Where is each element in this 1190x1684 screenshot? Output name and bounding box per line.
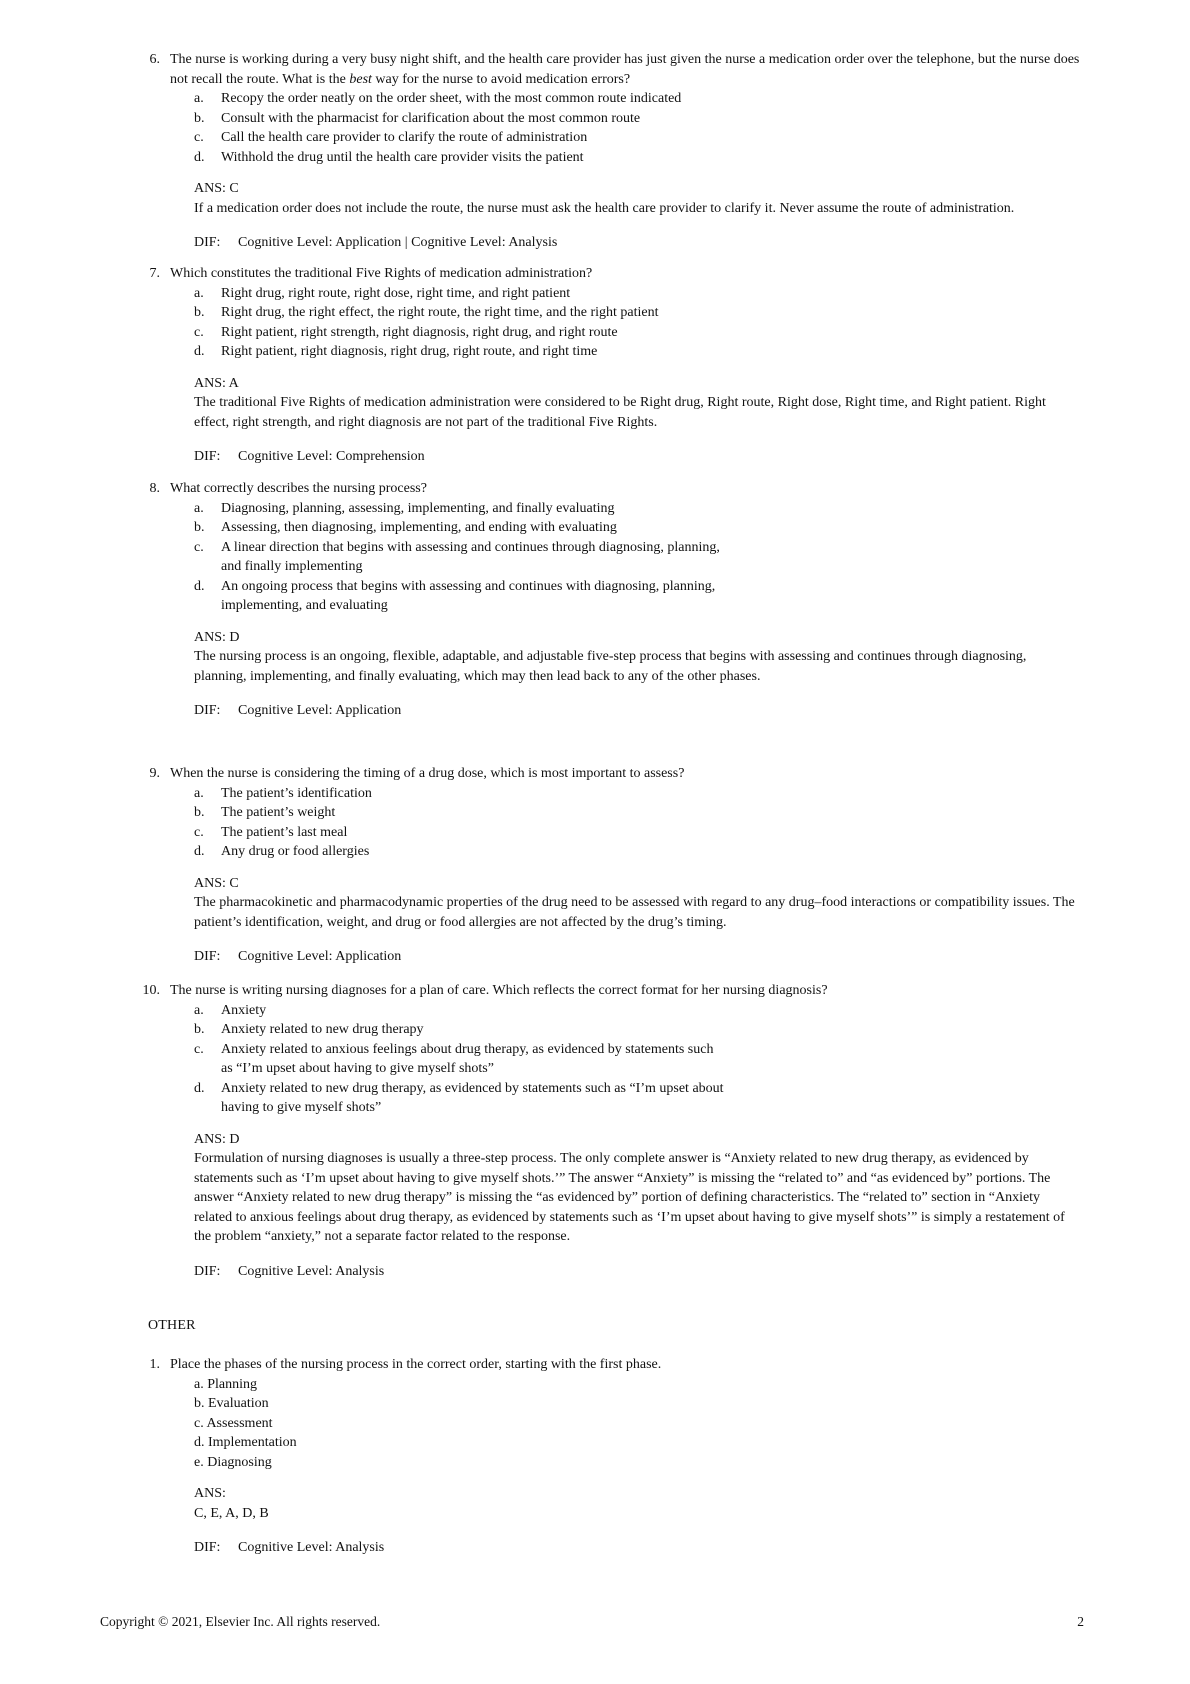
- option-a: a. Diagnosing, planning, assessing, implementing, and finally evaluating: [194, 500, 615, 516]
- option-b: b. Evaluation: [194, 1396, 269, 1411]
- answer: ANS: C: [194, 181, 239, 196]
- options-list: [194, 784, 1080, 862]
- difficulty: DIF: Cognitive Level: Application | Cognitive Level: Analysis: [194, 235, 558, 250]
- options-list: [194, 89, 1080, 167]
- option-b: b. Right drug, the right effect, the right route, the right time, and the right patient: [194, 305, 659, 320]
- option-c: c. Assessment: [194, 1415, 273, 1431]
- option-b: b. Consult with the pharmacist for clarification about the most common route: [194, 110, 641, 126]
- question-number: 9.: [149, 766, 160, 781]
- question-number: 1.: [149, 1357, 160, 1372]
- answer-label: ANS:: [194, 1486, 226, 1501]
- options-list: [194, 284, 1080, 362]
- option-a: a. Right drug, right route, right dose, right time, and right patient: [194, 285, 571, 301]
- question-number: 7.: [149, 266, 160, 281]
- difficulty: DIF: Cognitive Level: Analysis: [194, 1540, 385, 1555]
- options-list: [194, 1375, 1080, 1473]
- option-c: c. A linear direction that begins with assessing and continues through diagnosing, planning, and finally implementing: [194, 539, 720, 574]
- page-footer: [100, 1614, 1084, 1630]
- option-b: b. The patient’s weight: [194, 805, 336, 820]
- option-d: d. Anxiety related to new drug therapy, as evidenced by statements such as “I’m upset about having to give myself shots”: [194, 1080, 724, 1115]
- rationale: The traditional Five Rights of medication administration were considered to be Right drug, Right route, Right dose, Right time, and Right patient. Right effect, right strength, and right diagnosis are not part of the traditional Five Rights.: [194, 395, 1046, 430]
- copyright-notice: Copyright © 2021, Elsevier Inc. All rights reserved.: [100, 1614, 381, 1629]
- option-c: c. Right patient, right strength, right diagnosis, right drug, and right route: [194, 324, 618, 340]
- question-number: 10.: [142, 983, 160, 998]
- question-10: [142, 981, 1080, 1281]
- option-a: a. The patient’s identification: [194, 785, 372, 801]
- question-7: [149, 264, 1080, 467]
- option-c: c. The patient’s last meal: [194, 824, 348, 840]
- question-stem: Place the phases of the nursing process in the correct order, starting with the first phase.: [170, 1357, 662, 1372]
- difficulty: DIF: Cognitive Level: Analysis: [194, 1263, 385, 1279]
- question-8: [149, 479, 1080, 721]
- option-a: a. Anxiety: [194, 1002, 267, 1018]
- page-number: 2: [1077, 1614, 1084, 1629]
- answer: ANS: A: [194, 375, 239, 391]
- option-e: e. Diagnosing: [194, 1454, 272, 1470]
- options-list: [194, 499, 1080, 616]
- answer: ANS: C: [194, 875, 239, 891]
- question-stem: Which constitutes the traditional Five Rights of medication administration?: [170, 266, 593, 281]
- option-a: a. Recopy the order neatly on the order sheet, with the most common route indicated: [194, 91, 682, 106]
- option-c: c. Call the health care provider to clarify the route of administration: [194, 130, 588, 145]
- answer-value: C, E, A, D, B: [194, 1505, 269, 1521]
- option-c: c. Anxiety related to anxious feelings about drug therapy, as evidenced by statements such as “I’m upset about having to give myself shots”: [194, 1041, 714, 1076]
- option-d: d. Withhold the drug until the health care provider visits the patient: [194, 149, 584, 165]
- option-a: a. Planning: [194, 1376, 257, 1392]
- question-stem: What correctly describes the nursing process?: [170, 481, 427, 496]
- question-number: 8.: [149, 481, 160, 496]
- answer: ANS: D: [194, 1131, 240, 1147]
- difficulty: DIF: Cognitive Level: Application: [194, 949, 402, 964]
- rationale: The nursing process is an ongoing, flexible, adaptable, and adjustable five-step process that begins with assessing and continues through diagnosing, planning, implementing, and finally evaluating, which may then lead back to any of the other phases.: [194, 649, 1027, 684]
- option-d: d. Implementation: [194, 1435, 297, 1450]
- question-9: [149, 764, 1080, 967]
- rationale: The pharmacokinetic and pharmacodynamic properties of the drug need to be assessed with regard to any drug–food interactions or compatibility issues. The patient’s identification, weight, and drug or food allergies are not affected by the drug’s timing.: [194, 895, 1075, 930]
- rationale: Formulation of nursing diagnoses is usually a three-step process. The only complete answer is “Anxiety related to new drug therapy, as evidenced by statements such as ‘I’m upset about having to give myself shots.’” The answer “Anxiety” is missing the “related to” and “as evidenced by” portions. The answer “Anxiety related to new drug therapy” is missing the “as evidenced by” portion of defining characteristics. The “related to” section in “Anxiety related to anxious feelings about drug therapy, as evidenced by statements such as ‘I’m upset about having to give myself shots’” is simply a restatement of the problem “anxiety,” not a separate factor related to the response.: [194, 1151, 1065, 1244]
- option-d: d. Right patient, right diagnosis, right drug, right route, and right time: [194, 344, 598, 359]
- question-stem: The nurse is writing nursing diagnoses for a plan of care. Which reflects the correct format for her nursing diagnosis?: [170, 983, 828, 998]
- question-stem: The nurse is working during a very busy night shift, and the health care provider has just given the nurse a medication order over the telephone, but the nurse does not recall the route. What is the best way for the nurse to avoid medication errors?: [170, 52, 1080, 87]
- other-question-1: [149, 1355, 1080, 1558]
- option-d: d. Any drug or food allergies: [194, 844, 370, 859]
- rationale: If a medication order does not include the route, the nurse must ask the health care provider to clarify it. Never assume the route of administration.: [194, 200, 1015, 216]
- option-d: d. An ongoing process that begins with assessing and continues with diagnosing, planning, implementing, and evaluating: [194, 578, 716, 613]
- section-heading-other: OTHER: [148, 1318, 196, 1333]
- question-number: 6.: [149, 52, 160, 67]
- option-b: b. Assessing, then diagnosing, implementing, and ending with evaluating: [194, 520, 617, 535]
- difficulty: DIF: Cognitive Level: Comprehension: [194, 449, 425, 464]
- option-b: b. Anxiety related to new drug therapy: [194, 1022, 424, 1037]
- question-stem: When the nurse is considering the timing of a drug dose, which is most important to assess?: [170, 766, 685, 781]
- question-6: [149, 50, 1080, 253]
- difficulty: DIF: Cognitive Level: Application: [194, 703, 402, 718]
- answer: ANS: D: [194, 629, 240, 645]
- options-list: [194, 1001, 1080, 1118]
